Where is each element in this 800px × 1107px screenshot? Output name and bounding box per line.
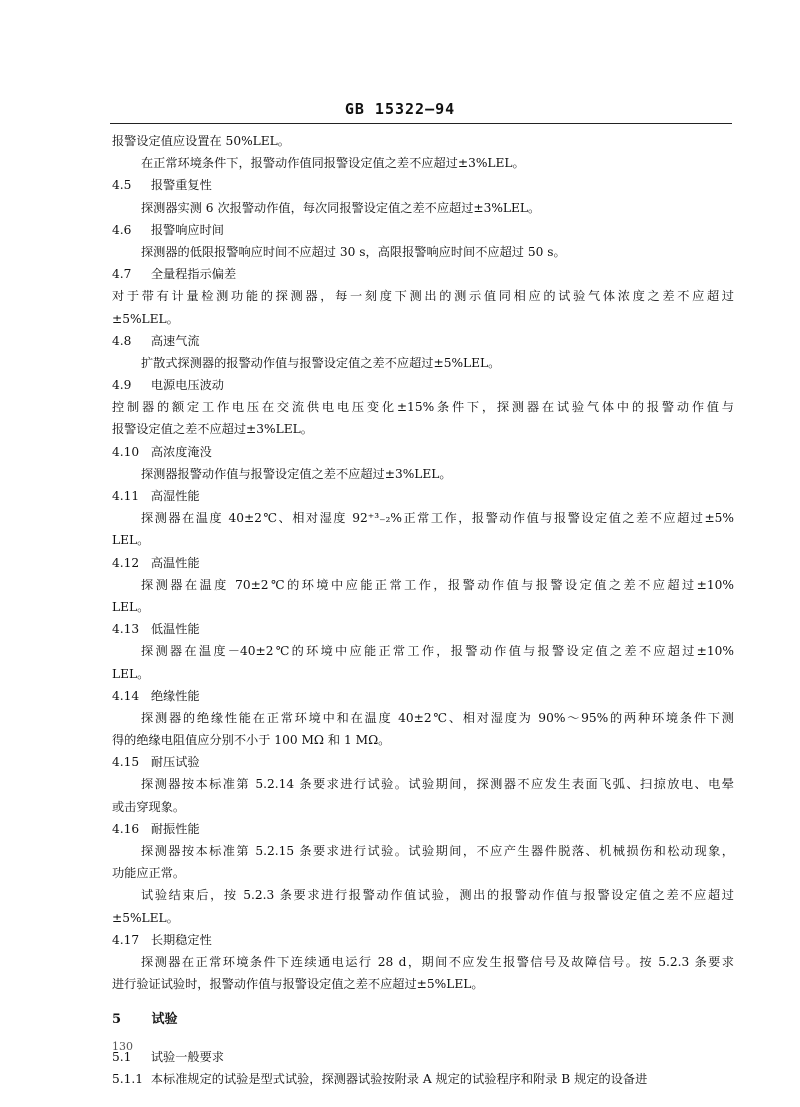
paragraph-line: 探测器在温度 40±2℃、相对湿度 92⁺³₋₂%正常工作，报警动作值与报警设定值之差不应超过±5% (141, 511, 734, 526)
clause-text: 高湿性能 (150, 489, 200, 503)
clause-heading (112, 441, 734, 463)
clause-text: 耐振性能 (150, 821, 200, 836)
clause-number: 5 (112, 1012, 122, 1028)
paragraph-line: 探测器实测 6 次报警动作值，每次同报警设定值之差不应超过±3%LEL。 (141, 200, 541, 215)
paragraph-line: 报警设定值应设置在 50%LEL。 (112, 134, 290, 148)
clause-number: 4.9 (112, 378, 132, 393)
paragraph-line: LEL。 (112, 599, 150, 614)
clause-number: 4.7 (112, 267, 132, 282)
header-rule (110, 123, 732, 124)
clause-text: 试验 (151, 1012, 178, 1028)
clause-text: 耐压试验 (150, 755, 200, 770)
clause-heading (112, 552, 734, 574)
clause-heading (112, 1068, 734, 1090)
clause-text: 报警响应时间 (150, 222, 224, 237)
section-title (112, 1009, 734, 1031)
paragraph-line: 控制器的额定工作电压在交流供电电压变化±15%条件下，探测器在试验气体中的报警动作值与 (112, 400, 734, 415)
paragraph-line: 在正常环境条件下，报警动作值同报警设定值之差不应超过±3%LEL。 (141, 156, 525, 171)
clause-heading (112, 929, 734, 951)
clause-number: 4.14 (112, 688, 140, 703)
paragraph-line: 扩散式探测器的报警动作值与报警设定值之差不应超过±5%LEL。 (141, 355, 501, 370)
clause-text: 高速气流 (150, 333, 200, 348)
paragraph-line: 功能应正常。 (112, 866, 186, 881)
clause-text: 本标准规定的试验是型式试验，探测器试验按附录 A 规定的试验程序和附录 B 规定的设备进 (150, 1071, 648, 1086)
paragraph-line: 探测器按本标准第 5.2.14 条要求进行试验。试验期间，探测器不应发生表面飞弧、扫掠放电、电晕 (141, 777, 734, 792)
paragraph-line: 进行验证试验时，报警动作值与报警设定值之差不应超过±5%LEL。 (112, 977, 484, 992)
clause-text: 低温性能 (150, 622, 200, 637)
clause-number: 4.10 (112, 444, 140, 459)
clause-heading (112, 219, 734, 241)
paragraph-line: 探测器的低限报警响应时间不应超过 30 s，高限报警响应时间不应超过 50 s。 (141, 244, 566, 259)
section-gap (112, 1032, 734, 1046)
clause-heading (112, 330, 734, 352)
paragraph-line: 探测器报警动作值与报警设定值之差不应超过±3%LEL。 (141, 466, 452, 481)
page-header: GB 15322—94 (344, 100, 456, 118)
clause-text: 全量程指示偏差 (150, 267, 237, 282)
clause-number: 4.15 (112, 755, 140, 770)
clause-heading (112, 374, 734, 396)
paragraph-line: 探测器在正常环境条件下连续通电运行 28 d，期间不应发生报警信号及故障信号。按 5.2.3 条要求 (141, 954, 734, 969)
section-gap (112, 995, 734, 1009)
clause-text: 报警重复性 (150, 178, 212, 193)
paragraph-line: 得的绝缘电阻值应分别不小于 100 MΩ 和 1 MΩ。 (112, 733, 391, 748)
clause-text: 长期稳定性 (150, 932, 212, 947)
clause-heading (112, 263, 734, 285)
clause-heading (112, 618, 734, 640)
clause-text: 绝缘性能 (150, 688, 200, 703)
clause-heading (112, 1046, 734, 1068)
paragraph-line: LEL。 (112, 666, 150, 681)
clause-text: 试验一般要求 (150, 1049, 224, 1064)
clause-number: 4.12 (112, 555, 140, 570)
paragraph-line: 探测器按本标准第 5.2.15 条要求进行试验。试验期间，不应产生器件脱落、机械损伤和松动现象， (141, 844, 734, 858)
clause-text: 高温性能 (150, 555, 200, 570)
clause-number: 4.8 (112, 333, 132, 348)
paragraph-line: 探测器在温度 70±2℃的环境中应能正常工作，报警动作值与报警设定值之差不应超过±10% (141, 577, 734, 592)
clause-number: 4.11 (112, 489, 140, 503)
paragraph-line: 探测器的绝缘性能在正常环境中和在温度 40±2℃、相对湿度为 90%～95%的两种环境条件下测 (141, 710, 734, 725)
paragraph-line: ±5%LEL。 (112, 910, 179, 925)
paragraph-line: ±5%LEL。 (112, 311, 179, 326)
clause-number: 4.16 (112, 821, 140, 836)
clause-number: 5.1.1 (112, 1071, 144, 1086)
clause-number: 4.6 (112, 222, 132, 237)
page-number: 130 (112, 1040, 133, 1053)
clause-number: 5.1 (112, 1049, 132, 1064)
clause-heading (112, 174, 734, 196)
clause-heading (112, 685, 734, 707)
paragraph-line: 或击穿现象。 (112, 799, 186, 814)
paragraph-line: 报警设定值之差不应超过±3%LEL。 (112, 422, 313, 437)
paragraph-line: LEL。 (112, 533, 150, 548)
clause-heading (112, 818, 734, 840)
paragraph-line: 探测器在温度－40±2℃的环境中应能正常工作，报警动作值与报警设定值之差不应超过±10% (141, 644, 734, 659)
clause-number: 4.5 (112, 178, 132, 193)
clause-text: 电源电压波动 (150, 378, 224, 393)
clause-text: 高浓度淹没 (150, 444, 212, 459)
paragraph-line: 对于带有计量检测功能的探测器，每一刻度下测出的测示值同相应的试验气体浓度之差不应超过 (112, 289, 734, 304)
document-body (112, 130, 734, 1090)
clause-heading (112, 485, 734, 507)
clause-heading (112, 751, 734, 773)
clause-number: 4.13 (112, 622, 140, 637)
paragraph-line: 试验结束后，按 5.2.3 条要求进行报警动作值试验，测出的报警动作值与报警设定值之差不应超过 (141, 888, 734, 903)
clause-number: 4.17 (112, 932, 140, 947)
